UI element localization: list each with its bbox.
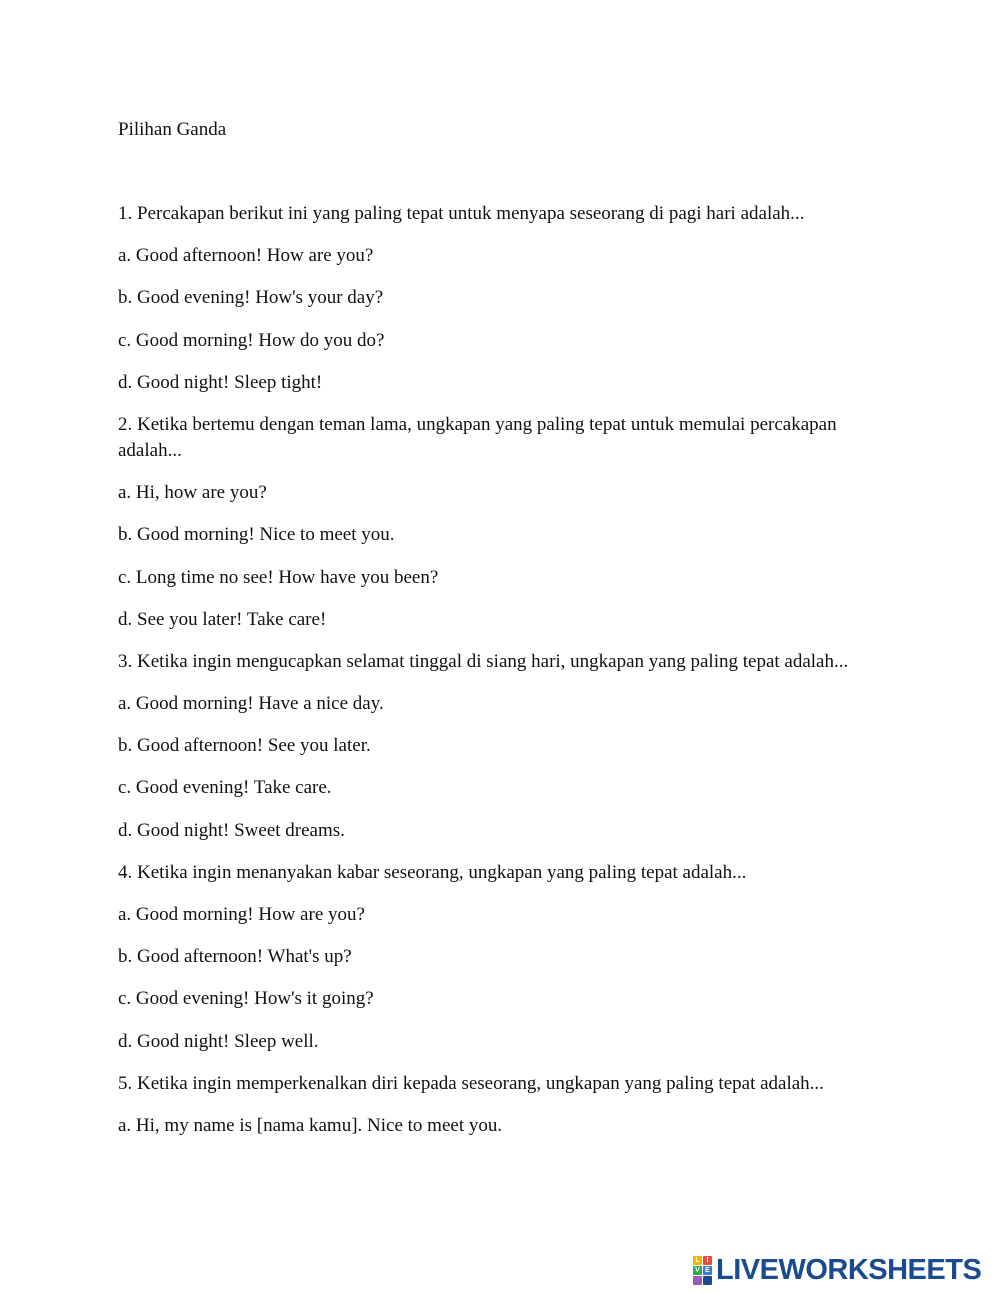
answer-option: c. Good evening! How's it going? <box>118 988 374 1010</box>
logo-mark-letter: I <box>703 1256 712 1265</box>
answer-option: a. Good afternoon! How are you? <box>118 245 374 267</box>
question-text: 5. Ketika ingin memperkenalkan diri kepada seseorang, ungkapan yang paling tepat adalah... <box>118 1072 824 1094</box>
logo-mark-block <box>693 1276 702 1285</box>
logo-mark-letter: L <box>693 1256 702 1265</box>
answer-option: a. Hi, how are you? <box>118 482 267 504</box>
logo-mark-letter: E <box>703 1266 712 1275</box>
logo-text: LIVEWORKSHEETS <box>716 1254 982 1286</box>
answer-option: b. Good afternoon! See you later. <box>118 735 371 757</box>
answer-option: b. Good morning! Nice to meet you. <box>118 524 395 546</box>
question-text: 3. Ketika ingin mengucapkan selamat tinggal di siang hari, ungkapan yang paling tepat adalah... <box>118 650 849 672</box>
answer-option: d. See you later! Take care! <box>118 608 327 630</box>
liveworksheets-logo[interactable] <box>693 1254 981 1286</box>
answer-option: c. Good morning! How do you do? <box>118 329 385 351</box>
logo-mark-icon <box>693 1256 713 1284</box>
question-text: 4. Ketika ingin menanyakan kabar seseorang, ungkapan yang paling tepat adalah... <box>118 861 747 883</box>
answer-option: b. Good evening! How's your day? <box>118 287 384 309</box>
answer-option: b. Good afternoon! What's up? <box>118 946 352 968</box>
answer-option: d. Good night! Sweet dreams. <box>118 819 345 841</box>
answer-option: a. Good morning! How are you? <box>118 904 365 925</box>
question-list <box>118 201 878 1155</box>
page-title: Pilihan Ganda <box>118 119 227 140</box>
logo-mark-letter: V <box>693 1266 702 1275</box>
answer-option: d. Good night! Sleep tight! <box>118 371 323 393</box>
answer-option: c. Long time no see! How have you been? <box>118 566 439 588</box>
answer-option: d. Good night! Sleep well. <box>118 1030 319 1052</box>
logo-mark-block <box>703 1276 712 1285</box>
answer-option: a. Hi, my name is [nama kamu]. Nice to meet you. <box>118 1114 503 1136</box>
answer-option: a. Good morning! Have a nice day. <box>118 693 384 715</box>
question-text: 1. Percakapan berikut ini yang paling tepat untuk menyapa seseorang di pagi hari adalah... <box>118 203 805 224</box>
answer-option: c. Good evening! Take care. <box>118 777 332 799</box>
question-text: 2. Ketika bertemu dengan teman lama, ungkapan yang paling tepat untuk memulai percakapan adalah... <box>118 413 837 461</box>
